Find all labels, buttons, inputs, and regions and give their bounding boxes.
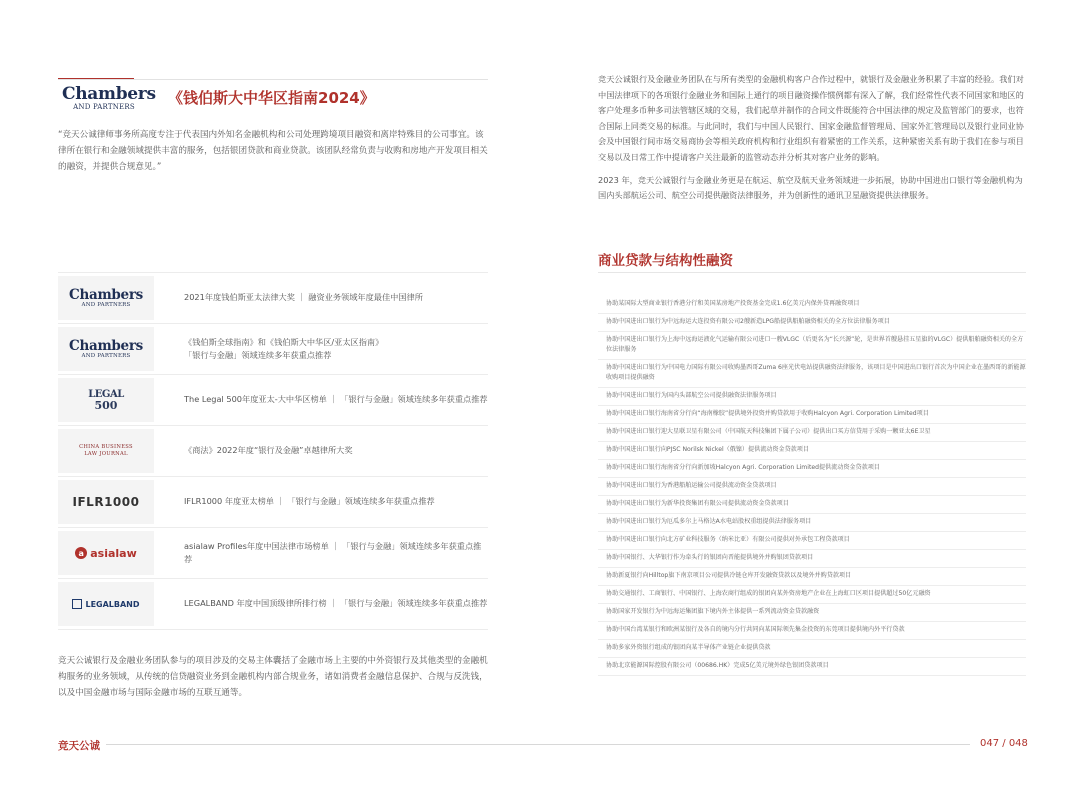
award-item [58,374,488,425]
project-item: 协助中国台湾某银行和欧洲某银行及各自的境内分行共同向某国际领先集金投资的东莞项目提供境内外平行贷款 [598,622,1026,640]
award-text: 《钱伯斯全球指南》和《钱伯斯大中华区/亚太区指南》 「银行与金融」领域连续多年获重点推荐 [184,336,384,360]
project-item: 协助中国进出口银行为厄瓜多尔上马格达A水电站股权重组提供法律服务项目 [598,514,1026,532]
legal500-icon: LEGAL 500 [58,378,154,422]
chambers-quote: “竞天公诚律师事务所高度专注于代表国内外知名金融机构和公司处理跨境项目融资和离岸特殊目的公司事宜。该律所在银行和金融领域提供丰富的服务，包括银团贷款和商业贷款。该团队经常负责与收购和房地产开发项目相关的融资，并提供合规意见。” [58,130,488,172]
footer-rule [106,744,970,745]
section-rule [598,272,1026,273]
chambers-logo: Chambers AND PARTNERS [62,84,156,111]
asialaw-icon: a asialaw [58,531,154,575]
award-text: IFLR1000 年度亚太榜单 ｜ 「银行与金融」领域连续多年获重点推荐 [184,496,435,507]
project-item: 协助中国进出口银行为中远海运大连投资有限公司2艘新造LPG船提供船舶融资相关的全方位法律服务项目 [598,314,1026,332]
awards-list [58,272,488,630]
project-item: 协助国家开发银行为中远海运集团旗下境内外主体提供一系列流动资金贷款融资 [598,604,1026,622]
award-item [58,578,488,630]
project-item: 协助中国进出口银行为新华投资集团有限公司提供流动资金贷款项目 [598,496,1026,514]
intro-paragraph: 竞天公诚银行及金融业务团队在与所有类型的金融机构客户合作过程中，就银行及金融业务积累了丰富的经验。我们对中国法律项下的各项银行金融业务和国际上通行的项目融资操作惯例都有深入了解，我们经常性代表不同国家和地区的客户处理多币种多司法管辖区域的交易，我们起草并制作的合同文件既能符合中国法律的规定及监管部门的要求，也符合国际上同类交易的标准。与此同时，我们与中国人民银行、国家金融监督管理局、国家外汇管理局以及银行业同业协会及中国银行间市场交易商协会等相关政府机构和行业组织有着紧密的工作关系，这种紧密关系有助于我们在参与项目交易以及日常工作中提请客户关注最新的监管动态并分析其对客户业务的影响。 [598,74,1024,162]
award-item [58,323,488,374]
award-item [58,476,488,527]
clj-icon: CHINA BUSINESS LAW JOURNAL [58,429,154,473]
chambers-icon: Chambers AND PARTNERS [58,276,154,320]
footer-brand: 竞天公诚 [58,740,100,752]
page-number: 047 / 048 [980,738,1028,749]
project-item: 协助中国进出口银行海南省分行向“海南橡胶”提供境外投资并购贷款用于收购Halcyon Agri. Corporation Limited项目 [598,406,1026,424]
project-item: 协助北京能源国际控股有限公司（00686.HK）完成5亿美元境外绿色银团贷款项目 [598,658,1026,676]
award-text: The Legal 500年度亚太-大中华区榜单 ｜ 「银行与金融」领域连续多年获重点推荐 [184,394,488,405]
project-item: 协助中国进出口银行向PJSC Norilsk Nickel（俄镍）提供流动资金贷款项目 [598,442,1026,460]
summary-paragraph: 竞天公诚银行及金融业务团队参与的项目涉及的交易主体囊括了金融市场上主要的中外资银行及其他类型的金融机构服务的业务领域，从传统的信贷融资业务到金融机构内部合规业务，诸如消费者金融信息保护、合规与反洗钱，以及中国金融市场与国际金融市场的互联互通等。 [58,656,488,698]
guide-title: 《钱伯斯大中华区指南2024》 [168,89,375,107]
project-item: 协助中国银行、大华银行作为牵头行的银团向晋能提供境外并购银团贷款项目 [598,550,1026,568]
intro-text [598,72,1026,211]
project-item: 协助中国进出口银行为上海中远海运液化气运输有限公司进口一艘VLGC（后更名为“长兴源”轮，是世界首艘悬挂五星旗的VLGC）提供船舶融资相关的全方位法律服务 [598,332,1026,360]
project-item: 协助中国进出口银行为国内头部航空公司提供融资法律服务项目 [598,388,1026,406]
award-item [58,425,488,476]
project-item: 协助中国进出口银行海南省分行向新加坡Halcyon Agri. Corporation Limited提供流动资金贷款项目 [598,460,1026,478]
legalband-icon: LEGALBAND [58,582,154,626]
award-text: LEGALBAND 年度中国顶级律所排行榜 ｜ 「银行与金融」领域连续多年获重点推荐 [184,598,488,609]
award-text: asialaw Profiles年度中国法律市场榜单 ｜ 「银行与金融」领域连续多年获重点推荐 [184,540,482,564]
chambers-icon: Chambers AND PARTNERS [58,327,154,371]
project-item: 协助中国进出口银行为香港船舶运输公司提供流动资金贷款项目 [598,478,1026,496]
award-text: 2021年度钱伯斯亚太法律大奖 ｜ 融资业务领域年度最佳中国律所 [184,292,423,303]
project-item: 协助交通银行、工商银行、中国银行、上海农商行组成的银团向某外资房地产企业在上海虹口区项目提供超过50亿元融资 [598,586,1026,604]
intro-paragraph: 2023 年，竞天公诚银行与金融业务更是在航运、航空及航天业务领域进一步拓展，协助中国进出口银行等金融机构为国内头部航运公司、航空公司提供融资法律服务，并为创新性的通讯卫星融资提供法律服务。 [598,174,1023,201]
project-item: 协助多家外资银行组成的银团向某半导体产业链企业提供贷款 [598,640,1026,658]
project-item: 协助新夏银行向Hilltop旗下南京项目公司提供冷链仓库开发融资贷款以及境外并购贷款项目 [598,568,1026,586]
project-item: 协助中国进出口银行为中国电力国际有限公司收购墨西哥Zuma 6座光伏电站提供融资法律服务，该项目是中国进出口银行首次为中国企业在墨西哥的新能源收购项目提供融资 [598,360,1026,388]
award-text: 《商法》2022年度“银行及金融”卓越律所大奖 [184,445,353,456]
award-item [58,272,488,323]
project-item: 协助中国进出口银行迎大星联卫星有限公司（中国航天科技集团下属子公司）提供出口买方信贷用于采购一颗亚太6E卫星 [598,424,1026,442]
iflr-icon: IFLR1000 [58,480,154,524]
award-item [58,527,488,578]
project-list [598,296,1026,676]
header-rule [58,79,488,80]
project-item: 协助某国际大型商业银行香港分行和美国某房地产投资基金完成1.6亿美元内保外贷再融资项目 [598,296,1026,314]
project-item: 协助中国进出口银行向北方矿业科技服务（纳米比亚）有限公司提供对外承包工程贷款项目 [598,532,1026,550]
section-title: 商业贷款与结构性融资 [598,253,733,269]
